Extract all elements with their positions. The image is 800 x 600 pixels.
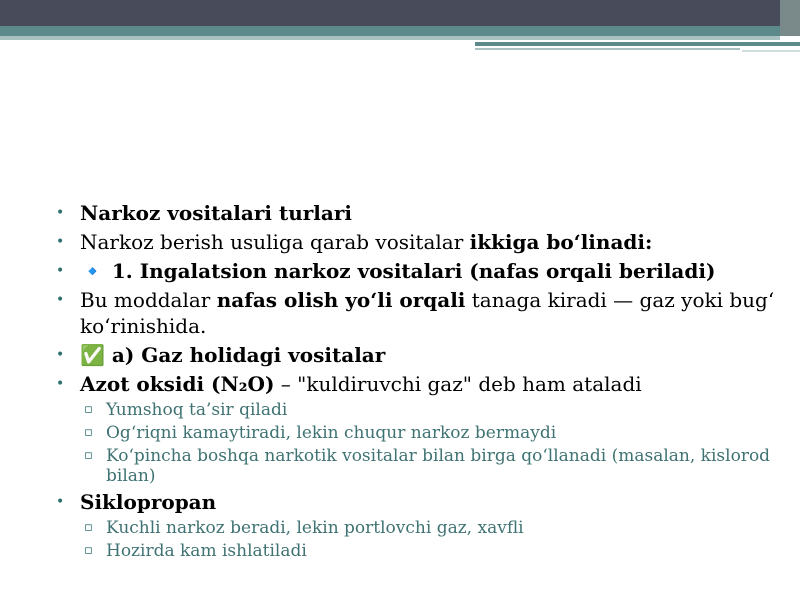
- header-teal-stripe: [0, 26, 780, 36]
- item-text: Siklopropan: [80, 490, 217, 514]
- sub-bullet-item: [56, 541, 776, 561]
- square-bullet-icon: ▫: [84, 425, 93, 440]
- bullet-item: [56, 342, 776, 368]
- item-text: ✅ a) Gaz holidagi vositalar: [80, 343, 386, 367]
- bullet-icon: •: [56, 292, 65, 308]
- item-text-bold: Azot oksidi (N₂O): [80, 372, 275, 396]
- bullet-icon: •: [56, 376, 65, 392]
- sub-bullet-item: [56, 423, 776, 443]
- bullet-item: [56, 287, 776, 339]
- square-bullet-icon: ▫: [84, 402, 93, 417]
- accent-line: [742, 50, 800, 52]
- item-text: – "kuldiruvchi gaz" deb ham ataladi: [274, 372, 642, 396]
- sub-item-text: Kuchli narkoz beradi, lekin portlovchi gaz, xavfli: [106, 518, 524, 538]
- accent-line: [475, 48, 740, 50]
- bullet-item: [56, 200, 776, 226]
- sub-item-text: Og‘riqni kamaytiradi, lekin chuqur narkoz bermaydi: [106, 423, 557, 443]
- sub-item-text: Yumshoq ta’sir qiladi: [106, 400, 288, 420]
- bullet-item: [56, 489, 776, 515]
- item-text-bold: nafas olish yo‘li orqali: [216, 288, 466, 312]
- bullet-item: [56, 229, 776, 255]
- sub-bullet-item: [56, 400, 776, 420]
- header-shadow-stripe: [0, 36, 780, 40]
- item-text: Narkoz vositalari turlari: [80, 201, 352, 225]
- slide-content: [56, 200, 776, 564]
- square-bullet-icon: ▫: [84, 448, 93, 463]
- item-text: 🔹 1. Ingalatsion narkoz vositalari (nafas orqali beriladi): [80, 259, 716, 283]
- header-band: [0, 0, 800, 26]
- item-text: Narkoz berish usuliga qarab vositalar: [80, 230, 470, 254]
- sub-bullet-item: [56, 446, 776, 486]
- bullet-icon: •: [56, 347, 65, 363]
- bullet-item: [56, 371, 776, 397]
- sub-item-text: Hozirda kam ishlatiladi: [106, 541, 307, 561]
- item-text: Bu moddalar: [80, 288, 217, 312]
- bullet-item: [56, 258, 776, 284]
- square-bullet-icon: ▫: [84, 520, 93, 535]
- bullet-icon: •: [56, 205, 65, 221]
- square-bullet-icon: ▫: [84, 543, 93, 558]
- accent-line: [475, 42, 800, 46]
- item-text-bold: ikkiga bo‘linadi:: [469, 230, 653, 254]
- bullet-icon: •: [56, 494, 65, 510]
- bullet-icon: •: [56, 234, 65, 250]
- bullet-icon: •: [56, 263, 65, 279]
- item-text: tanaga kiradi — gaz yoki bug‘ ko‘rinishida.: [80, 288, 775, 338]
- header-corner: [780, 0, 800, 36]
- sub-bullet-item: [56, 518, 776, 538]
- sub-item-text: Ko‘pincha boshqa narkotik vositalar bilan birga qo‘llanadi (masalan, kislorod bilan): [106, 446, 771, 486]
